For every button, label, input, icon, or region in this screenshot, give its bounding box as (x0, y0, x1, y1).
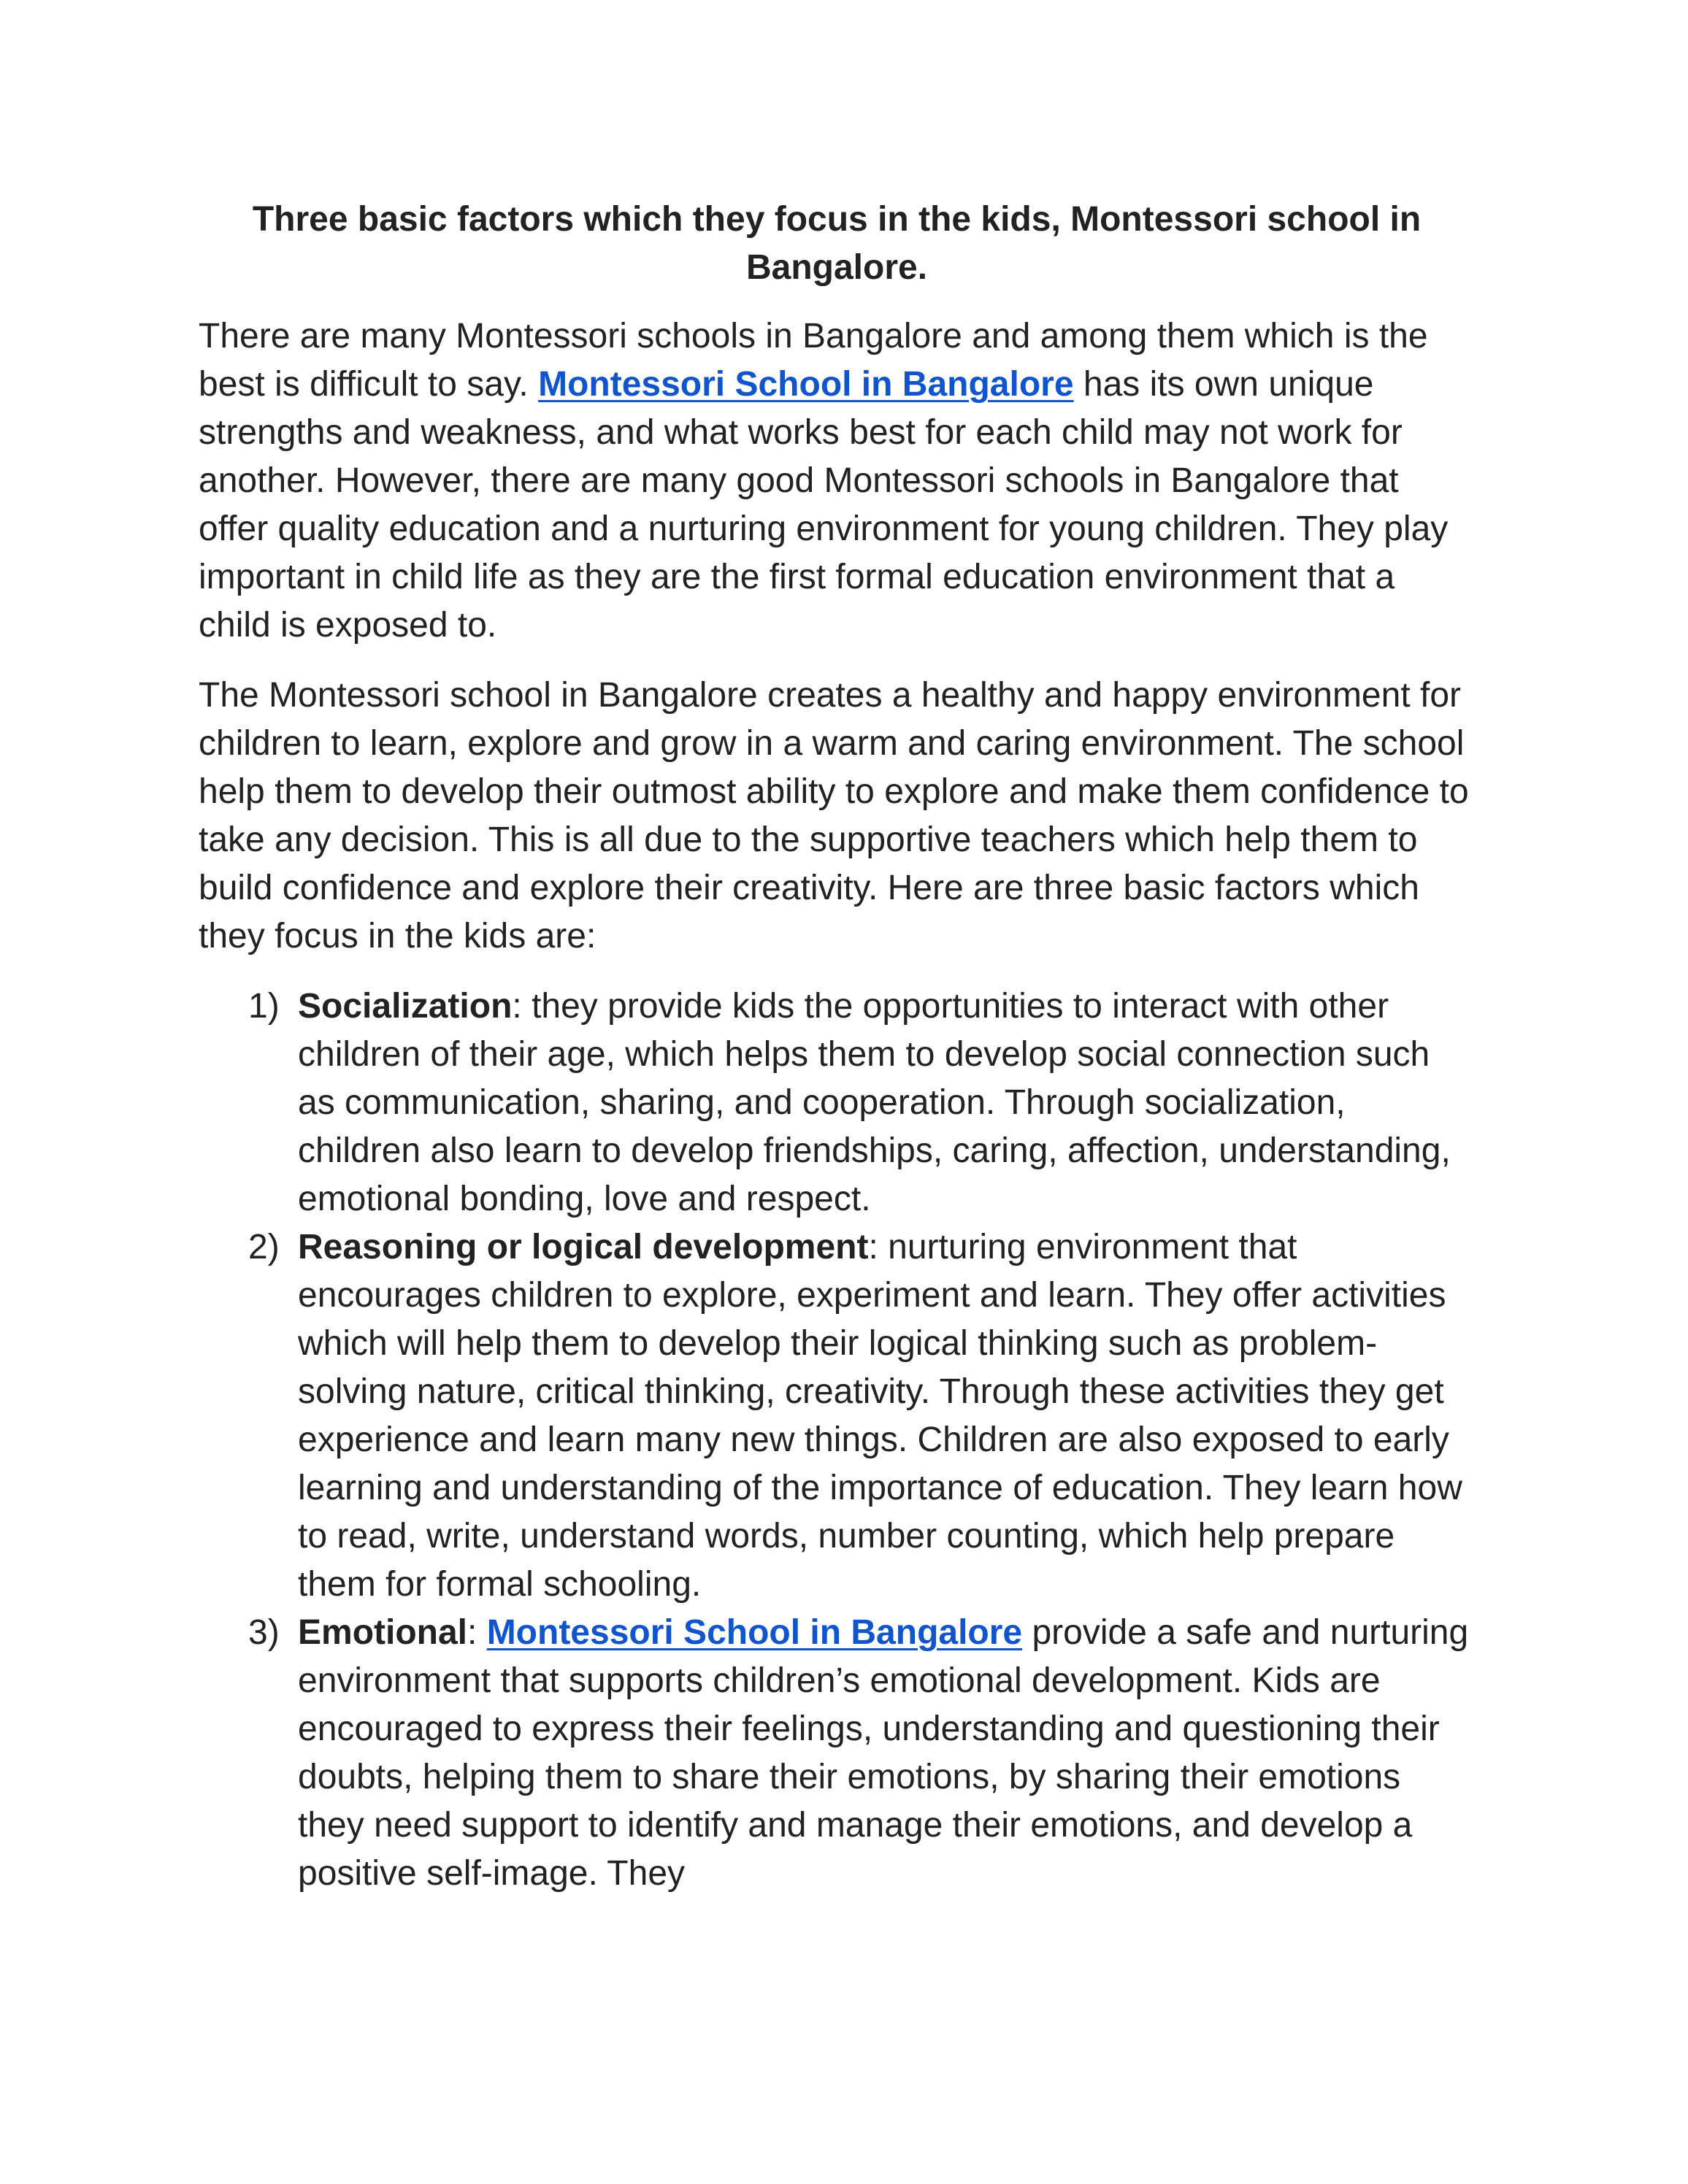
factor-number: 1) (248, 987, 280, 1026)
factor-name: Reasoning or logical development (298, 1228, 869, 1266)
second-paragraph: The Montessori school in Bangalore creates a healthy and happy environment for children to learn, explore and grow in a warm and caring environment. The school help them to develop their outmost ability to explore and make them confidence to take any decision. This is all due to the supportive teachers which help them to build confidence and explore their creativity. Here are three basic factors which they focus in the kids are: (199, 676, 1469, 956)
montessori-school-link[interactable]: Montessori School in Bangalore (538, 365, 1074, 404)
factor-list (199, 983, 1475, 1898)
factor-item-emotional (199, 1609, 1475, 1898)
factor-number: 2) (248, 1228, 280, 1266)
factor-name: Socialization (298, 987, 513, 1026)
intro-text-before-link: There are many Montessori schools in Bangalore and among them which is the best is difficult to say. (199, 317, 1428, 404)
factor-text: provide a safe and nurturing environment that supports children’s emotional development. Kids are encouraged to express their feelings, understanding and questioning their doubts, helping them to share their emotions, by sharing their emotions they need support to identify and manage their emotions, and develop a positive self-image. They (298, 1613, 1469, 1893)
factor-separator: : (512, 987, 522, 1026)
factor-item-reasoning (199, 1223, 1475, 1609)
montessori-school-link[interactable]: Montessori School in Bangalore (486, 1613, 1023, 1652)
factor-text: they provide kids the opportunities to interact with other children of their age, which helps them to develop social connection such as communication, sharing, and cooperation. Through socialization, children also learn to develop friendships, caring, affection, understanding, emotional bonding, love and respect. (298, 987, 1451, 1218)
intro-paragraph (199, 312, 1475, 650)
factor-item-socialization (199, 983, 1475, 1223)
document-title: Three basic factors which they focus in the kids, Montessori school in Bangalore. (252, 200, 1422, 287)
intro-text-after-link: has its own unique strengths and weakness, and what works best for each child may not work for another. However, there are many good Montessori schools in Bangalore that offer quality education and a nurturing environment for young children. They play important in child life as they are the first formal education environment that a child is exposed to. (199, 365, 1449, 645)
factor-separator: : (868, 1228, 878, 1266)
factor-number: 3) (248, 1613, 280, 1652)
factor-name: Emotional (298, 1613, 468, 1652)
factor-separator: : (467, 1613, 487, 1652)
factor-text: nurturing environment that encourages children to explore, experiment and learn. They offer activities which will help them to develop their logical thinking such as problem-solving nature, critical thinking, creativity. Through these activities they get experience and learn many new things. Children are also exposed to early learning and understanding of the importance of education. They learn how to read, write, understand words, number counting, which help prepare them for formal schooling. (298, 1228, 1462, 1604)
